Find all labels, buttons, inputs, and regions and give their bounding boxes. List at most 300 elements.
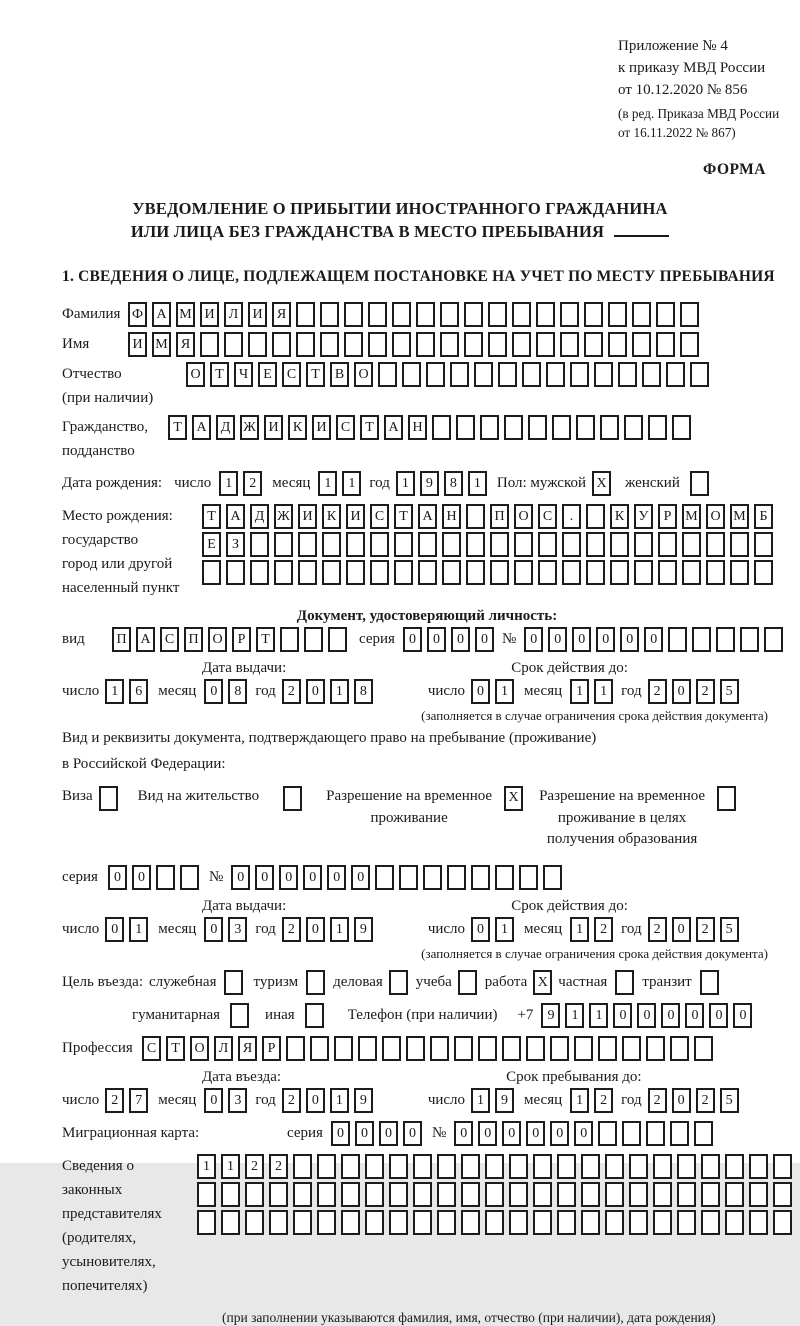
cell[interactable] — [536, 302, 555, 327]
cell[interactable]: Д — [250, 504, 269, 529]
cell[interactable]: С — [370, 504, 389, 529]
cell[interactable] — [442, 532, 461, 557]
cell[interactable] — [344, 302, 363, 327]
cell[interactable] — [634, 560, 653, 585]
resid-issue-day-cells[interactable] — [105, 917, 148, 942]
cell[interactable]: 0 — [709, 1003, 728, 1028]
sex-female-checkbox[interactable] — [690, 471, 709, 496]
cell[interactable] — [197, 1210, 216, 1235]
cell[interactable] — [749, 1182, 768, 1207]
cell[interactable] — [557, 1210, 576, 1235]
cell[interactable]: 0 — [596, 627, 615, 652]
cell[interactable] — [490, 532, 509, 557]
cell[interactable]: С — [538, 504, 557, 529]
cell[interactable]: 2 — [105, 1088, 124, 1113]
cell[interactable] — [416, 332, 435, 357]
cell[interactable]: Т — [166, 1036, 185, 1061]
cell[interactable]: 8 — [228, 679, 247, 704]
sex-male-checkbox[interactable] — [592, 471, 611, 496]
cell[interactable]: 0 — [303, 865, 322, 890]
resid-issue-year-cells[interactable] — [282, 917, 373, 942]
cell[interactable]: 0 — [661, 1003, 680, 1028]
cell[interactable] — [296, 302, 315, 327]
cell[interactable] — [560, 332, 579, 357]
cell[interactable] — [514, 532, 533, 557]
cell[interactable]: П — [184, 627, 203, 652]
cell[interactable]: Я — [238, 1036, 257, 1061]
cell[interactable] — [658, 560, 677, 585]
cell[interactable]: 0 — [454, 1121, 473, 1146]
cell[interactable] — [200, 332, 219, 357]
cell[interactable] — [680, 302, 699, 327]
cell[interactable] — [317, 1154, 336, 1179]
purpose-study-checkbox[interactable] — [458, 970, 477, 995]
cell[interactable] — [440, 302, 459, 327]
cell[interactable]: И — [264, 415, 283, 440]
representatives-cells-row1[interactable] — [197, 1154, 792, 1179]
cell[interactable] — [672, 415, 691, 440]
cell[interactable] — [622, 1121, 641, 1146]
entry-day-cells[interactable] — [105, 1088, 148, 1113]
cell[interactable] — [536, 332, 555, 357]
cell[interactable]: М — [176, 302, 195, 327]
cell[interactable]: Я — [176, 332, 195, 357]
cell[interactable] — [389, 1154, 408, 1179]
cell[interactable] — [389, 1210, 408, 1235]
cell[interactable] — [509, 1182, 528, 1207]
cell[interactable]: О — [186, 362, 205, 387]
cell[interactable] — [509, 1154, 528, 1179]
cell[interactable] — [341, 1154, 360, 1179]
cell[interactable] — [474, 362, 493, 387]
cell[interactable] — [245, 1182, 264, 1207]
cell[interactable] — [670, 1036, 689, 1061]
cell[interactable]: 1 — [318, 471, 337, 496]
cell[interactable] — [402, 362, 421, 387]
cell[interactable]: X — [533, 970, 552, 995]
migration-series-cells[interactable] — [331, 1121, 422, 1146]
cell[interactable]: 2 — [648, 1088, 667, 1113]
cell[interactable] — [629, 1154, 648, 1179]
cell[interactable] — [344, 332, 363, 357]
residence-permit-checkbox[interactable] — [283, 786, 302, 811]
cell[interactable] — [430, 1036, 449, 1061]
cell[interactable] — [509, 1210, 528, 1235]
cell[interactable] — [648, 415, 667, 440]
cell[interactable]: 9 — [354, 1088, 373, 1113]
cell[interactable] — [471, 865, 490, 890]
cell[interactable] — [418, 532, 437, 557]
cell[interactable] — [480, 415, 499, 440]
cell[interactable]: 2 — [648, 679, 667, 704]
cell[interactable] — [533, 1210, 552, 1235]
cell[interactable] — [725, 1154, 744, 1179]
cell[interactable] — [437, 1154, 456, 1179]
cell[interactable]: И — [128, 332, 147, 357]
cell[interactable]: 2 — [282, 1088, 301, 1113]
cell[interactable]: К — [288, 415, 307, 440]
cell[interactable]: Е — [258, 362, 277, 387]
surname-cells[interactable] — [128, 302, 699, 327]
cell[interactable]: А — [136, 627, 155, 652]
cell[interactable]: 0 — [327, 865, 346, 890]
cell[interactable] — [202, 560, 221, 585]
cell[interactable] — [600, 415, 619, 440]
cell[interactable] — [605, 1210, 624, 1235]
cell[interactable] — [694, 1036, 713, 1061]
purpose-work-checkbox[interactable] — [533, 970, 552, 995]
cell[interactable] — [519, 865, 538, 890]
cell[interactable] — [670, 1121, 689, 1146]
cell[interactable]: 2 — [696, 679, 715, 704]
cell[interactable]: 0 — [685, 1003, 704, 1028]
cell[interactable]: Р — [262, 1036, 281, 1061]
cell[interactable]: 0 — [379, 1121, 398, 1146]
cell[interactable]: 2 — [594, 1088, 613, 1113]
cell[interactable]: 1 — [330, 679, 349, 704]
cell[interactable] — [504, 415, 523, 440]
cell[interactable] — [413, 1154, 432, 1179]
cell[interactable]: 0 — [351, 865, 370, 890]
cell[interactable] — [584, 302, 603, 327]
cell[interactable] — [653, 1210, 672, 1235]
cell[interactable] — [773, 1210, 792, 1235]
cell[interactable]: 2 — [594, 917, 613, 942]
cell[interactable]: 0 — [255, 865, 274, 890]
cell[interactable]: 0 — [478, 1121, 497, 1146]
resid-valid-day-cells[interactable] — [471, 917, 514, 942]
cell[interactable] — [298, 560, 317, 585]
stay-year-cells[interactable] — [648, 1088, 739, 1113]
cell[interactable] — [248, 332, 267, 357]
cell[interactable] — [392, 302, 411, 327]
edu-permit-checkbox[interactable] — [717, 786, 736, 811]
cell[interactable]: 0 — [204, 1088, 223, 1113]
cell[interactable] — [334, 1036, 353, 1061]
cell[interactable]: В — [330, 362, 349, 387]
doc-issue-year-cells[interactable] — [282, 679, 373, 704]
cell[interactable] — [250, 532, 269, 557]
cell[interactable] — [389, 1182, 408, 1207]
cell[interactable] — [581, 1182, 600, 1207]
cell[interactable] — [495, 865, 514, 890]
cell[interactable] — [666, 362, 685, 387]
cell[interactable]: 0 — [620, 627, 639, 652]
cell[interactable]: 0 — [204, 917, 223, 942]
doc-valid-year-cells[interactable] — [648, 679, 739, 704]
cell[interactable] — [570, 362, 589, 387]
cell[interactable] — [574, 1036, 593, 1061]
cell[interactable]: 0 — [471, 679, 490, 704]
cell[interactable] — [526, 1036, 545, 1061]
cell[interactable] — [560, 302, 579, 327]
cell[interactable]: 0 — [471, 917, 490, 942]
cell[interactable]: 0 — [733, 1003, 752, 1028]
cell[interactable] — [692, 627, 711, 652]
cell[interactable] — [416, 302, 435, 327]
cell[interactable]: 0 — [355, 1121, 374, 1146]
cell[interactable] — [546, 362, 565, 387]
purpose-tourism-checkbox[interactable] — [306, 970, 325, 995]
cell[interactable] — [454, 1036, 473, 1061]
cell[interactable] — [317, 1210, 336, 1235]
resid-number-cells[interactable] — [231, 865, 562, 890]
cell[interactable]: 2 — [648, 917, 667, 942]
entry-year-cells[interactable] — [282, 1088, 373, 1113]
cell[interactable]: 2 — [696, 917, 715, 942]
cell[interactable] — [522, 362, 541, 387]
cell[interactable] — [634, 532, 653, 557]
doc-valid-month-cells[interactable] — [570, 679, 613, 704]
cell[interactable] — [418, 560, 437, 585]
cell[interactable] — [426, 362, 445, 387]
cell[interactable] — [458, 970, 477, 995]
cell[interactable]: 9 — [420, 471, 439, 496]
resid-series-cells[interactable] — [108, 865, 199, 890]
cell[interactable] — [538, 532, 557, 557]
cell[interactable] — [562, 560, 581, 585]
cell[interactable] — [725, 1210, 744, 1235]
cell[interactable]: 1 — [219, 471, 238, 496]
purpose-private-checkbox[interactable] — [615, 970, 634, 995]
purpose-official-checkbox[interactable] — [224, 970, 243, 995]
cell[interactable] — [598, 1036, 617, 1061]
cell[interactable] — [586, 560, 605, 585]
cell[interactable]: 0 — [132, 865, 151, 890]
form-number-blank[interactable] — [614, 221, 669, 237]
cell[interactable] — [749, 1210, 768, 1235]
cell[interactable] — [250, 560, 269, 585]
doc-issue-month-cells[interactable] — [204, 679, 247, 704]
migration-number-cells[interactable] — [454, 1121, 713, 1146]
cell[interactable] — [269, 1210, 288, 1235]
cell[interactable]: Ф — [128, 302, 147, 327]
cell[interactable] — [450, 362, 469, 387]
cell[interactable]: А — [418, 504, 437, 529]
cell[interactable]: 1 — [471, 1088, 490, 1113]
cell[interactable] — [274, 532, 293, 557]
cell[interactable]: Т — [168, 415, 187, 440]
cell[interactable] — [317, 1182, 336, 1207]
temp-permit-checkbox[interactable] — [504, 786, 523, 811]
cell[interactable] — [437, 1182, 456, 1207]
cell[interactable]: З — [226, 532, 245, 557]
cell[interactable]: С — [160, 627, 179, 652]
cell[interactable] — [304, 627, 323, 652]
cell[interactable] — [197, 1182, 216, 1207]
cell[interactable] — [677, 1182, 696, 1207]
cell[interactable]: 1 — [468, 471, 487, 496]
cell[interactable]: Б — [754, 504, 773, 529]
cell[interactable] — [413, 1210, 432, 1235]
cell[interactable] — [488, 302, 507, 327]
cell[interactable]: И — [200, 302, 219, 327]
cell[interactable]: X — [504, 786, 523, 811]
visa-checkbox[interactable] — [99, 786, 118, 811]
cell[interactable] — [382, 1036, 401, 1061]
cell[interactable]: 0 — [427, 627, 446, 652]
cell[interactable] — [586, 504, 605, 529]
cell[interactable]: 2 — [269, 1154, 288, 1179]
cell[interactable] — [538, 560, 557, 585]
cell[interactable] — [440, 332, 459, 357]
cell[interactable]: 2 — [282, 917, 301, 942]
cell[interactable]: Т — [360, 415, 379, 440]
cell[interactable] — [608, 302, 627, 327]
cell[interactable] — [764, 627, 783, 652]
cell[interactable] — [677, 1210, 696, 1235]
cell[interactable] — [701, 1210, 720, 1235]
birth-day-cells[interactable] — [219, 471, 262, 496]
doc-valid-day-cells[interactable] — [471, 679, 514, 704]
cell[interactable]: Д — [216, 415, 235, 440]
cell[interactable] — [394, 532, 413, 557]
cell[interactable]: . — [562, 504, 581, 529]
cell[interactable]: 0 — [502, 1121, 521, 1146]
cell[interactable]: 1 — [589, 1003, 608, 1028]
cell[interactable] — [528, 415, 547, 440]
cell[interactable] — [690, 362, 709, 387]
cell[interactable] — [725, 1182, 744, 1207]
cell[interactable]: И — [248, 302, 267, 327]
cell[interactable] — [658, 532, 677, 557]
cell[interactable]: 1 — [594, 679, 613, 704]
cell[interactable] — [514, 560, 533, 585]
cell[interactable] — [224, 970, 243, 995]
cell[interactable] — [656, 302, 675, 327]
cell[interactable]: 0 — [613, 1003, 632, 1028]
cell[interactable]: 1 — [495, 917, 514, 942]
resid-valid-year-cells[interactable] — [648, 917, 739, 942]
cell[interactable]: 2 — [696, 1088, 715, 1113]
cell[interactable] — [293, 1210, 312, 1235]
cell[interactable] — [701, 1182, 720, 1207]
cell[interactable] — [293, 1154, 312, 1179]
cell[interactable]: 1 — [495, 679, 514, 704]
cell[interactable] — [557, 1182, 576, 1207]
cell[interactable] — [280, 627, 299, 652]
cell[interactable] — [230, 1003, 249, 1028]
cell[interactable] — [717, 786, 736, 811]
cell[interactable] — [394, 560, 413, 585]
resid-valid-month-cells[interactable] — [570, 917, 613, 942]
phone-cells[interactable] — [541, 1003, 752, 1028]
cell[interactable] — [328, 627, 347, 652]
cell[interactable] — [180, 865, 199, 890]
cell[interactable] — [740, 627, 759, 652]
cell[interactable] — [358, 1036, 377, 1061]
cell[interactable]: 0 — [403, 1121, 422, 1146]
cell[interactable]: 2 — [245, 1154, 264, 1179]
cell[interactable] — [512, 332, 531, 357]
cell[interactable] — [156, 865, 175, 890]
cell[interactable] — [341, 1182, 360, 1207]
cell[interactable] — [605, 1182, 624, 1207]
cell[interactable] — [584, 332, 603, 357]
cell[interactable] — [632, 332, 651, 357]
cell[interactable] — [716, 627, 735, 652]
cell[interactable]: К — [610, 504, 629, 529]
cell[interactable] — [466, 504, 485, 529]
cell[interactable]: 0 — [526, 1121, 545, 1146]
cell[interactable]: П — [490, 504, 509, 529]
cell[interactable] — [461, 1210, 480, 1235]
cell[interactable]: А — [152, 302, 171, 327]
cell[interactable] — [464, 302, 483, 327]
cell[interactable] — [341, 1210, 360, 1235]
cell[interactable] — [320, 302, 339, 327]
cell[interactable]: Ж — [274, 504, 293, 529]
cell[interactable]: 5 — [720, 1088, 739, 1113]
cell[interactable] — [298, 532, 317, 557]
cell[interactable] — [346, 560, 365, 585]
cell[interactable] — [269, 1182, 288, 1207]
cell[interactable] — [370, 532, 389, 557]
purpose-other-checkbox[interactable] — [305, 1003, 324, 1028]
cell[interactable]: М — [682, 504, 701, 529]
cell[interactable]: К — [322, 504, 341, 529]
stay-day-cells[interactable] — [471, 1088, 514, 1113]
cell[interactable]: Н — [442, 504, 461, 529]
cell[interactable]: Л — [224, 302, 243, 327]
cell[interactable] — [485, 1210, 504, 1235]
cell[interactable] — [368, 332, 387, 357]
cell[interactable] — [346, 532, 365, 557]
cell[interactable] — [594, 362, 613, 387]
cell[interactable]: Н — [408, 415, 427, 440]
cell[interactable]: 1 — [570, 679, 589, 704]
cell[interactable]: 0 — [572, 627, 591, 652]
entry-month-cells[interactable] — [204, 1088, 247, 1113]
cell[interactable]: 0 — [524, 627, 543, 652]
cell[interactable]: 0 — [306, 1088, 325, 1113]
cell[interactable] — [576, 415, 595, 440]
cell[interactable]: 0 — [306, 917, 325, 942]
cell[interactable]: 9 — [354, 917, 373, 942]
cell[interactable] — [466, 560, 485, 585]
cell[interactable] — [706, 532, 725, 557]
cell[interactable] — [423, 865, 442, 890]
cell[interactable] — [322, 532, 341, 557]
cell[interactable] — [368, 302, 387, 327]
cell[interactable] — [749, 1154, 768, 1179]
cell[interactable]: 6 — [129, 679, 148, 704]
cell[interactable]: И — [312, 415, 331, 440]
purpose-humanitarian-checkbox[interactable] — [230, 1003, 249, 1028]
cell[interactable] — [485, 1182, 504, 1207]
cell[interactable]: Ж — [240, 415, 259, 440]
cell[interactable] — [478, 1036, 497, 1061]
cell[interactable] — [413, 1182, 432, 1207]
cell[interactable] — [274, 560, 293, 585]
cell[interactable] — [490, 560, 509, 585]
patronymic-cells[interactable] — [186, 362, 709, 387]
cell[interactable] — [533, 1182, 552, 1207]
birthplace-cells-row2[interactable] — [202, 532, 773, 557]
cell[interactable]: М — [730, 504, 749, 529]
cell[interactable]: С — [282, 362, 301, 387]
cell[interactable]: 1 — [330, 1088, 349, 1113]
cell[interactable] — [653, 1182, 672, 1207]
cell[interactable] — [293, 1182, 312, 1207]
cell[interactable]: 0 — [108, 865, 127, 890]
cell[interactable] — [322, 560, 341, 585]
cell[interactable]: 1 — [342, 471, 361, 496]
cell[interactable]: 5 — [720, 917, 739, 942]
cell[interactable] — [754, 532, 773, 557]
cell[interactable] — [466, 532, 485, 557]
cell[interactable]: 0 — [105, 917, 124, 942]
